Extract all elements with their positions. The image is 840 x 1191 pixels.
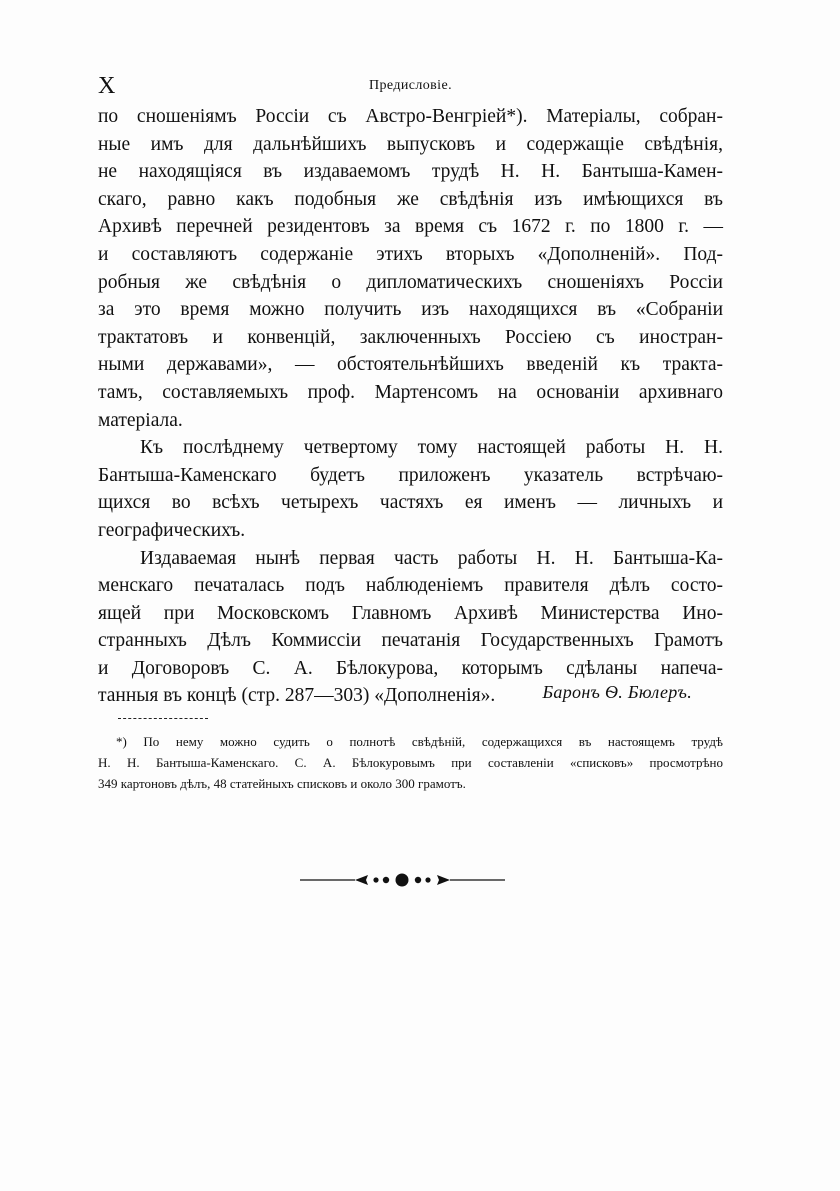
footnote-line: *) По нему можно судить о полнотѣ свѣдѣній, содержащихся въ настоящемъ трудѣ <box>116 734 723 749</box>
body-text-line: и Договоровъ С. А. Бѣлокурова, которымъ сдѣланы напеча- <box>98 657 723 679</box>
body-text-line: щихся во всѣхъ четырехъ частяхъ ея именъ — личныхъ и <box>98 492 723 514</box>
body-text-line: робныя же свѣдѣнія о дипломатическихъ сношеніяхъ Россіи <box>98 271 723 293</box>
body-text-line: географическихъ. <box>98 519 246 541</box>
body-text-line: ными державами», — обстоятельнѣйшихъ введеній къ тракта- <box>98 354 723 376</box>
body-text-line: и составляютъ содержаніе этихъ вторыхъ «Дополненій». Под- <box>98 243 723 265</box>
body-text-line: за это время можно получить изъ находящихся въ «Собраніи <box>98 299 723 321</box>
ornament-dot <box>415 877 421 883</box>
body-text-line: матеріала. <box>98 409 183 431</box>
body-text-line: Архивѣ перечней резидентовъ за время съ 1672 г. по 1800 г. — <box>98 216 723 238</box>
page-header <box>98 72 723 104</box>
footnote-line: 349 картоновъ дѣлъ, 48 статейныхъ списковъ и около 300 грамотъ. <box>98 776 466 791</box>
ornament-dot <box>373 877 378 882</box>
ornament-divider <box>300 868 505 892</box>
body-text-line: не находящіяся въ издаваемомъ трудѣ Н. Н. Бантыша-Камен- <box>98 161 723 183</box>
body-text-line: трактатовъ и конвенцій, заключенныхъ Россіею съ иностран- <box>98 326 723 348</box>
ornament-dot <box>425 877 430 882</box>
body-text-line: тамъ, составляемыхъ проф. Мартенсомъ на основаніи архивнаго <box>98 381 723 403</box>
body-text-line: скаго, равно какъ подобныя же свѣдѣнія изъ имѣющихся въ <box>98 188 723 210</box>
body-text-line: Издаваемая нынѣ первая часть работы Н. Н. Бантыша-Ка- <box>140 547 723 569</box>
signature: Баронъ Ѳ. Бюлеръ. <box>542 682 692 702</box>
body-text-line: странныхъ Дѣлъ Коммиссіи печатанія Государственныхъ Грамотъ <box>98 630 723 652</box>
body-text-line: Бантыша-Каменскаго будетъ приложенъ указатель встрѣчаю- <box>98 464 723 486</box>
ornament-right-arrow <box>437 875 450 885</box>
ornament-dot <box>383 877 389 883</box>
ornament-left-arrow <box>355 875 368 885</box>
body-text-line: ные имъ для дальнѣйшихъ выпусковъ и содержащіе свѣдѣнія, <box>98 133 723 155</box>
footnote-divider <box>118 718 208 720</box>
page-number: X <box>98 73 116 99</box>
body-text-line: танныя въ концѣ (стр. 287—303) «Дополненія». <box>98 685 496 707</box>
body-text-line: Къ послѣднему четвертому тому настоящей работы Н. Н. <box>140 437 723 459</box>
body-text-line: ящей при Московскомъ Главномъ Архивѣ Министерства Ино- <box>98 602 723 624</box>
footnote <box>98 731 723 794</box>
body-text-line: менскаго печаталась подъ наблюденіемъ правителя дѣлъ состо- <box>98 575 723 597</box>
running-title: Предисловіе. <box>369 78 452 93</box>
body-text-line: по сношеніямъ Россіи съ Австро-Венгріей*). Матеріалы, собран- <box>98 106 723 127</box>
footnote-line: Н. Н. Бантыша-Каменскаго. С. А. Бѣлокуровымъ при составленіи «списковъ» просмотрѣно <box>98 755 723 770</box>
body-text <box>98 103 723 710</box>
ornament-center-dot <box>396 874 409 887</box>
